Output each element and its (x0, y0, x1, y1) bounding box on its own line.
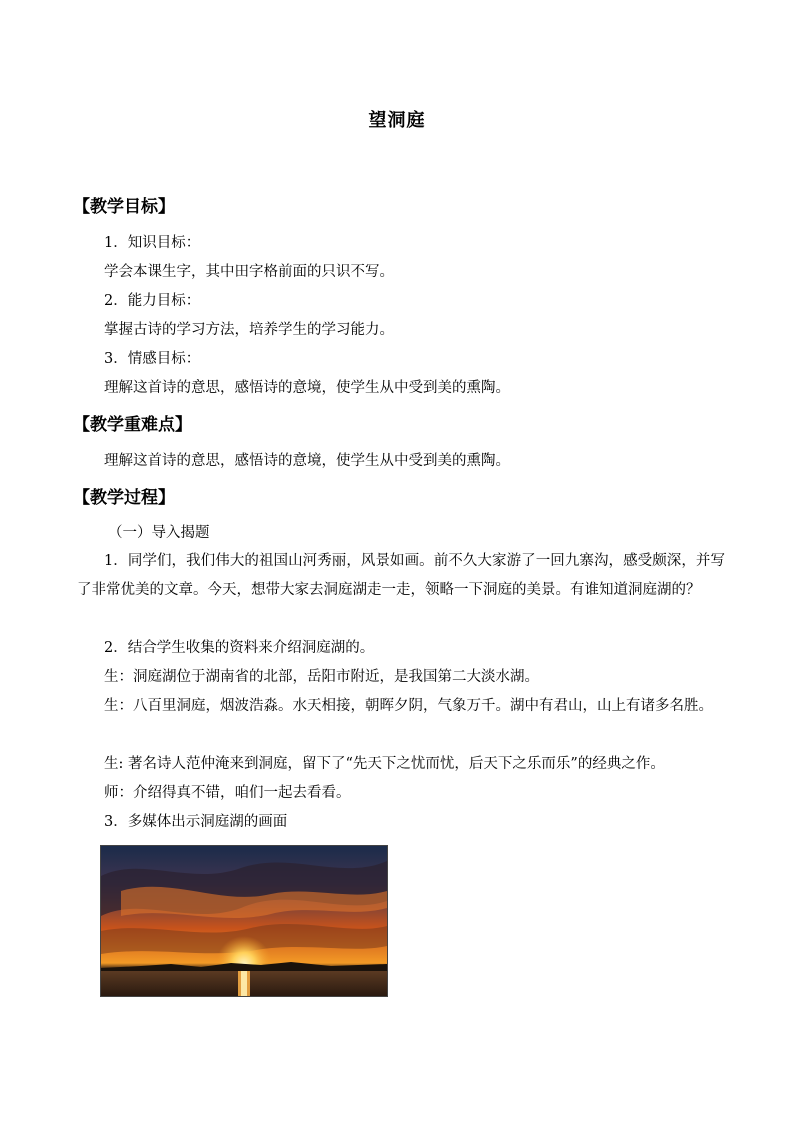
goal-line-5: 3．情感目标： (104, 351, 201, 367)
process-paragraph-7: 3．多媒体出示洞庭湖的画面 (104, 814, 288, 830)
goal-line-3: 2．能力目标： (104, 293, 201, 309)
page-title: 望洞庭 (368, 110, 426, 131)
goal-line-4: 掌握古诗的学习方法，培养学生的学习能力。 (104, 322, 394, 338)
dongting-lake-sunset-photo (100, 845, 388, 997)
goal-line-1: 1．知识目标： (104, 235, 201, 251)
process-paragraph-4: 生：八百里洞庭，烟波浩淼。水天相接，朝晖夕阴，气象万千。湖中有君山，山上有诸多名胜。 (104, 698, 713, 714)
process-paragraph-1: 1．同学们，我们伟大的祖国山河秀丽，风景如画。前不久大家游了一回九寨沟，感受颇深，并写了非常优美的文章。今天，想带大家去洞庭湖走一走，领略一下洞庭的美景。有谁知道洞庭湖的？ (77, 553, 725, 598)
key-points-text: 理解这首诗的意思，感悟诗的意境，使学生从中受到美的熏陶。 (104, 453, 510, 469)
section-heading-process: 【教学过程】 (73, 488, 175, 508)
section-heading-key-points: 【教学重难点】 (73, 415, 192, 435)
process-paragraph-3: 生：洞庭湖位于湖南省的北部，岳阳市附近，是我国第二大淡水湖。 (104, 669, 539, 685)
process-paragraph-5: 生: 著名诗人范仲淹来到洞庭，留下了“先天下之忧而忧，后天下之乐而乐”的经典之作。 (104, 756, 665, 772)
section-heading-goals: 【教学目标】 (73, 197, 175, 217)
process-paragraph-6: 师：介绍得真不错，咱们一起去看看。 (104, 785, 351, 801)
goal-line-2: 学会本课生字，其中田字格前面的只识不写。 (104, 264, 394, 280)
goal-line-6: 理解这首诗的意思，感悟诗的意境，使学生从中受到美的熏陶。 (104, 380, 510, 396)
process-subheading: （一）导入揭题 (108, 525, 210, 541)
process-paragraph-2: 2．结合学生收集的资料来介绍洞庭湖的。 (104, 640, 375, 656)
